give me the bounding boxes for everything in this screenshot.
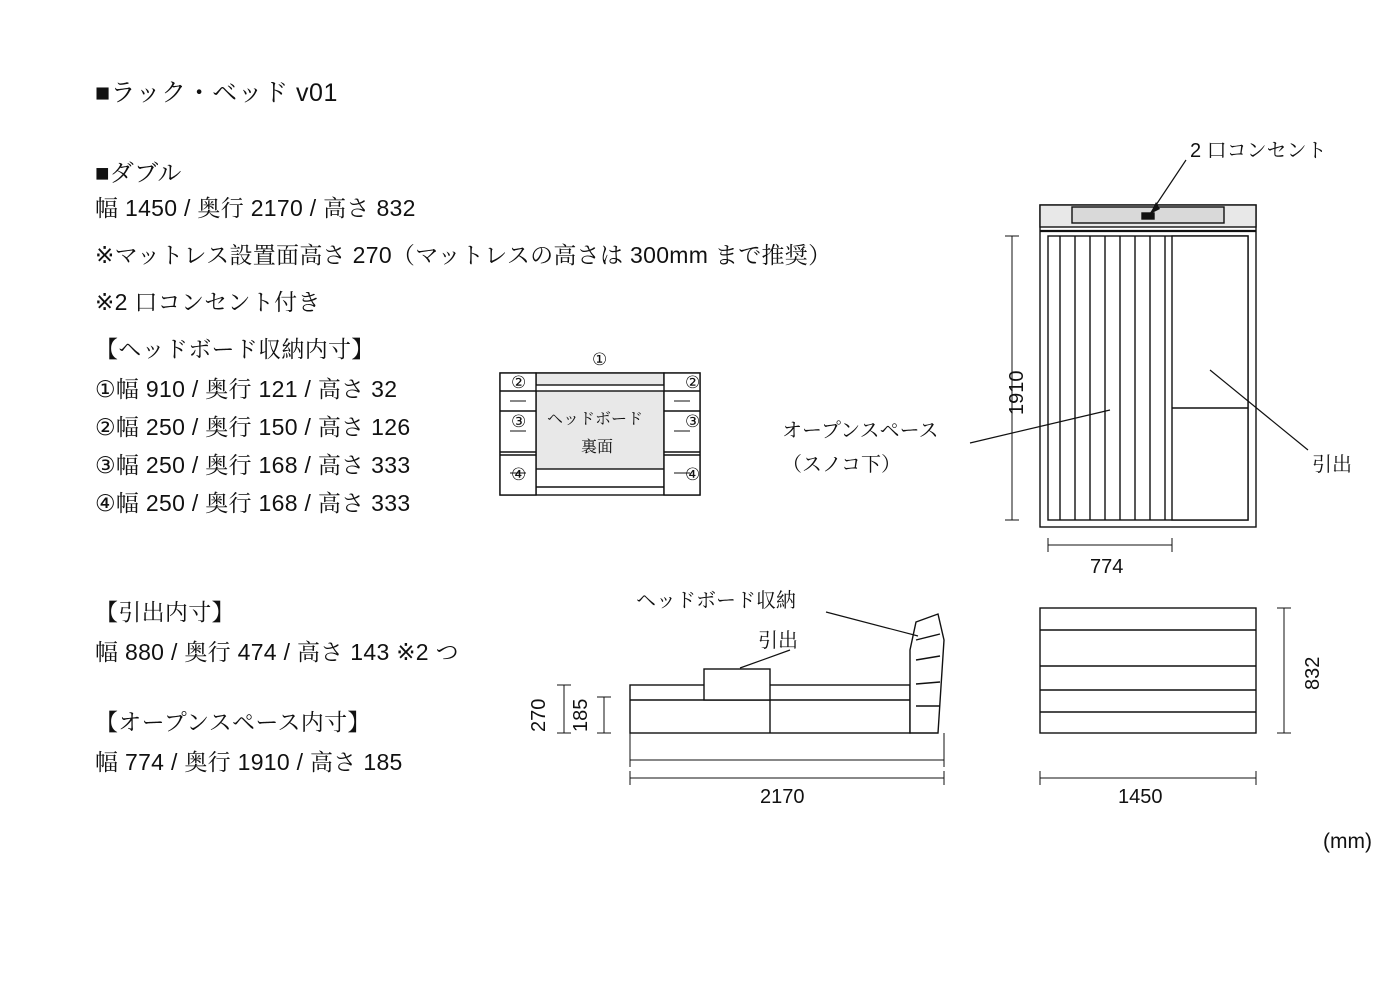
headboard-num-left-mid: ③ (511, 412, 527, 431)
headboard-num-top: ① (592, 350, 608, 369)
dim-height-832: 832 (1302, 656, 1324, 690)
dim-length-2170: 2170 (760, 786, 805, 808)
callout-openspace-line1: オープンスペース (782, 420, 939, 442)
spec-overall: 幅 1450 / 奥行 2170 / 高さ 832 (95, 195, 416, 221)
page-title: ■ラック・ベッド v01 (95, 79, 338, 107)
callout-headboard-storage: ヘッドボード収納 (636, 590, 796, 612)
callout-outlet: 2 口コンセント (1190, 140, 1327, 162)
headboard-num-right-upper: ② (685, 373, 701, 392)
openspace-line: 幅 774 / 奥行 1910 / 高さ 185 (95, 749, 403, 775)
spec-size-heading: ■ダブル (95, 160, 182, 187)
dim-width-1450: 1450 (1118, 786, 1163, 808)
openspace-heading: 【オープンスペース内寸】 (95, 709, 371, 735)
spec-note-mattress: ※マットレス設置面高さ 270（マットレスの高さは 300mm まで推奨） (95, 242, 832, 268)
dim-openwidth-774: 774 (1090, 556, 1124, 578)
headboard-center-label-1: ヘッドボード (547, 411, 644, 428)
headboard-item-2: ②幅 250 / 奥行 150 / 高さ 126 (95, 414, 411, 440)
callout-openspace-line2: （スノコ下） (782, 454, 901, 476)
headboard-heading: 【ヘッドボード収納内寸】 (95, 336, 375, 362)
headboard-center-label-2: 裏面 (581, 439, 614, 456)
drawer-line: 幅 880 / 奥行 474 / 高さ 143 ※2 つ (95, 639, 459, 665)
headboard-item-3: ③幅 250 / 奥行 168 / 高さ 333 (95, 452, 411, 478)
headboard-num-right-low: ④ (685, 465, 701, 484)
headboard-num-left-low: ④ (511, 465, 527, 484)
spec-note-outlet: ※2 口コンセント付き (95, 289, 321, 315)
callout-drawer-top: 引出 (1312, 454, 1352, 476)
dim-185: 185 (570, 698, 592, 732)
headboard-item-1: ①幅 910 / 奥行 121 / 高さ 32 (95, 376, 398, 402)
headboard-item-4: ④幅 250 / 奥行 168 / 高さ 333 (95, 490, 411, 516)
drawer-heading: 【引出内寸】 (95, 599, 235, 625)
dim-depth-1910: 1910 (1006, 370, 1028, 415)
dim-270: 270 (528, 698, 550, 732)
unit-note: (mm) (1323, 830, 1372, 853)
callout-drawer-side: 引出 (758, 630, 798, 652)
headboard-num-left-upper: ② (511, 373, 527, 392)
headboard-num-right-mid: ③ (685, 412, 701, 431)
